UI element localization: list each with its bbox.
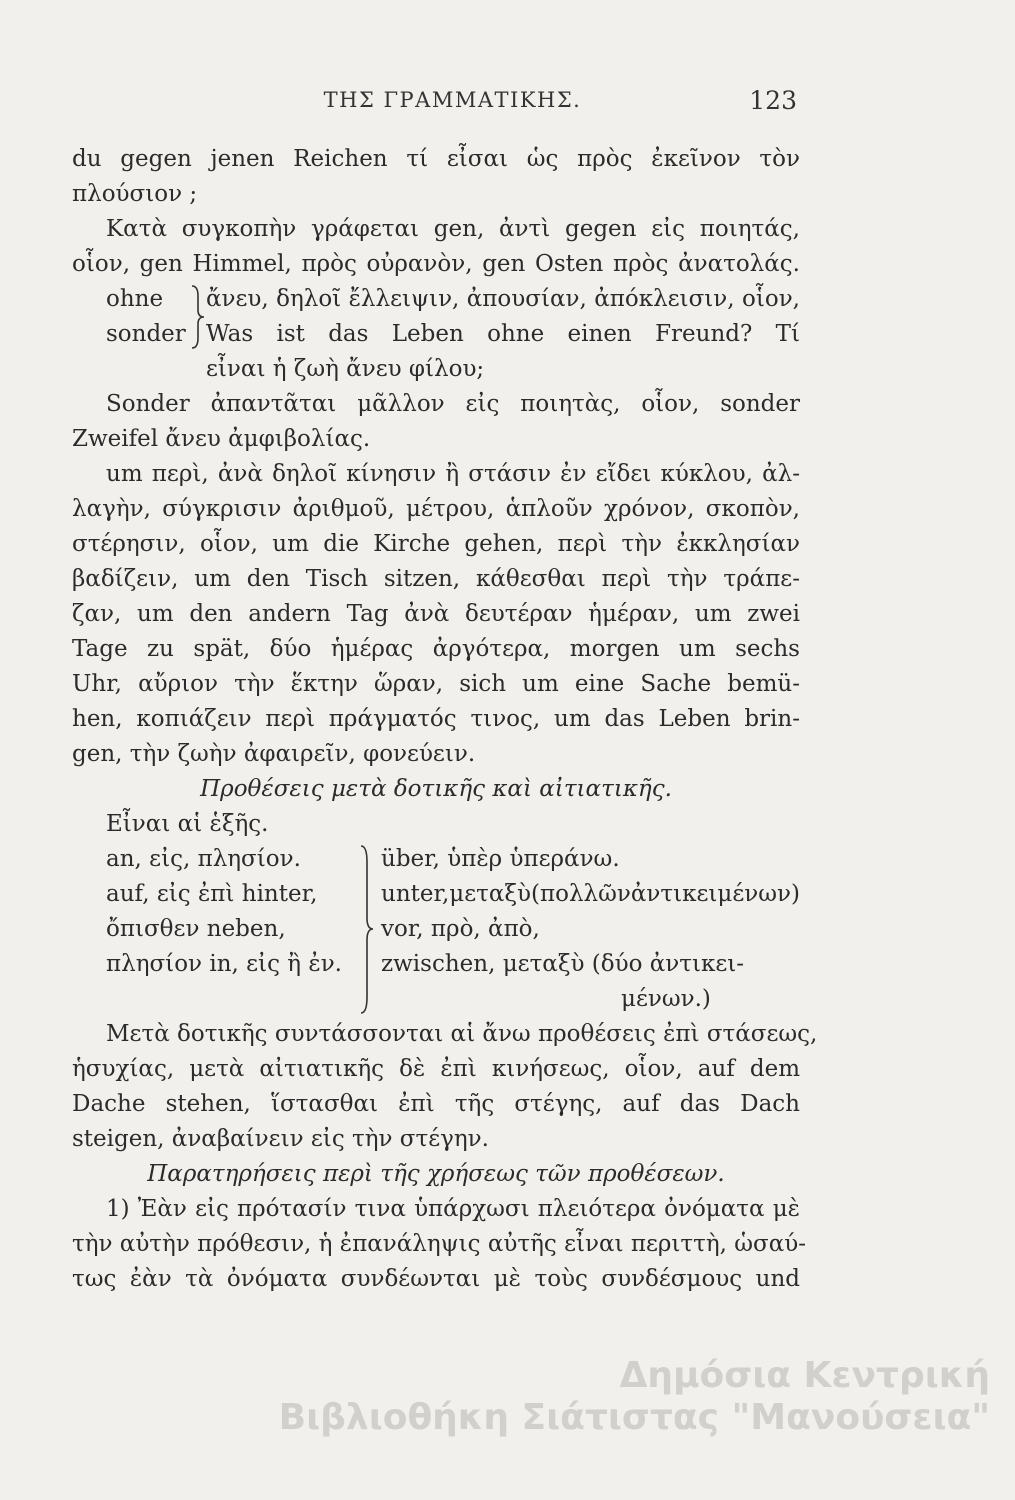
ohne-sonder-block	[106, 282, 800, 387]
section-heading: Παρατηρήσεις περὶ τῆς χρήσεως τῶν προθέσεων.	[147, 1161, 725, 1187]
text-line: ἄνευ, δηλοῖ ἔλλειψιν, ἀπουσίαν, ἀπόκλεισιν, οἷον,	[206, 286, 800, 312]
text-line: gen, τὴν ζωὴν ἀφαιρεῖν, φονεύειν.	[72, 741, 476, 767]
text-line: ζαν, um den andern Tag ἀνὰ δευτέραν ἡμέραν, um zwei	[72, 601, 800, 627]
text-line: Uhr, αὔριον τὴν ἕκτην ὥραν, sich um eine Sache bemü-	[72, 671, 800, 697]
section-heading: Προθέσεις μετὰ δοτικῆς καὶ αἰτιατικῆς.	[200, 776, 672, 802]
text-line: Dache stehen, ἵστασθαι ἐπὶ τῆς στέγης, auf das Dach	[72, 1091, 800, 1117]
preposition-entry: auf, εἰς ἐπὶ	[106, 881, 235, 907]
text-line: εἶναι ἡ ζωὴ ἄνευ φίλου;	[206, 356, 485, 382]
page-number: 123	[749, 86, 797, 115]
text-line: Zweifel ἄνευ ἀμφιβολίας.	[72, 426, 371, 452]
brace-icon	[182, 282, 206, 352]
text-line: du gegen jenen Reichen τί εἶσαι ὡς πρὸς ἐκεῖνον τὸν	[72, 146, 800, 172]
text-line: τὴν αὐτὴν πρόθεσιν, ἡ ἐπανάληψις αὐτῆς εἶναι περιττὴ, ὡσαύ-	[72, 1231, 807, 1257]
running-head: ΤΗΣ ΓΡΑΜΜΑΤΙΚΗΣ.	[323, 88, 582, 112]
text-line: πλούσιον ;	[72, 181, 198, 207]
preposition-entry: zwischen, μεταξὺ (δύο ἀντικει-	[381, 951, 745, 977]
term-sonder: sonder	[106, 321, 186, 347]
page-body	[72, 142, 818, 1297]
text-line: Μετὰ δοτικῆς συντάσσονται αἱ ἄνω προθέσεις ἐπὶ στάσεως,	[106, 1021, 818, 1047]
preposition-right-column	[381, 842, 800, 1017]
text-line: τως ἐὰν τὰ ὀνόματα συνδέωνται μὲ τοὺς συνδέσμους und	[72, 1266, 800, 1292]
watermark-line: Δημόσια Κεντρική	[619, 1355, 990, 1396]
preposition-entry: über, ὑπὲρ ὑπεράνω.	[381, 846, 620, 872]
text-line: στέρησιν, οἷον, um die Kirche gehen, περὶ τὴν ἐκκλησίαν	[72, 531, 800, 557]
text-line: οἷον, gen Himmel, πρὸς οὐρανὸν, gen Osten πρὸς ἀνατολάς.	[72, 251, 800, 277]
text-line: Εἶναι αἱ ἑξῆς.	[106, 811, 269, 837]
text-line: steigen, ἀναβαίνειν εἰς τὴν στέγην.	[72, 1126, 489, 1152]
text-line: Was ist das Leben ohne einen Freund? Τί	[206, 321, 800, 347]
preposition-entry: neben, πλησίον	[106, 916, 286, 977]
brace-icon	[351, 842, 381, 1017]
preposition-table	[106, 842, 800, 1017]
preposition-entry: vor, πρὸ, ἀπὸ,	[381, 916, 540, 942]
text-line: um περὶ, ἀνὰ δηλοῖ κίνησιν ἢ στάσιν ἐν εἴδει κύκλου, ἀλ-	[106, 461, 800, 487]
library-watermark	[200, 1355, 990, 1439]
text-line: ἡσυχίας, μετὰ αἰτιατικῆς δὲ ἐπὶ κινήσεως, οἷον, auf dem	[72, 1056, 800, 1082]
text-line: hen, κοπιάζειν περὶ πράγματός τινος, um das Leben brin-	[72, 706, 800, 732]
preposition-entry: unter,μεταξὺ(πολλῶνἀντικειμένων)	[381, 881, 800, 907]
page-header	[108, 88, 797, 128]
preposition-entry: μένων.)	[621, 986, 711, 1012]
preposition-entry: hinter, ὄπισθεν	[106, 881, 318, 942]
text-line: Κατὰ συγκοπὴν γράφεται gen, ἀντὶ gegen εἰς ποιητάς,	[106, 216, 800, 242]
text-line: Tage zu spät, δύο ἡμέρας ἀργότερα, morgen um sechs	[72, 636, 800, 662]
preposition-left-column	[106, 842, 351, 1017]
text-line: Sonder ἀπαντᾶται μᾶλλον εἰς ποιητὰς, οἷον, sonder	[106, 391, 800, 417]
term-ohne: ohne	[106, 286, 164, 312]
text-line: βαδίζειν, um den Tisch sitzen, κάθεσθαι περὶ τὴν τράπε-	[72, 566, 800, 592]
watermark-line: Βιβλιοθήκη Σιάτιστας "Μανούσεια"	[278, 1397, 990, 1438]
text-line: 1) Ἐὰν εἰς πρότασίν τινα ὑπάρχωσι πλειότερα ὀνόματα μὲ	[106, 1196, 800, 1222]
preposition-entry: in, εἰς ἢ ἐν.	[209, 951, 342, 977]
text-line: λαγὴν, σύγκρισιν ἀριθμοῦ, μέτρου, ἁπλοῦν χρόνον, σκοπὸν,	[72, 496, 800, 522]
preposition-entry: an, εἰς, πλησίον.	[106, 846, 301, 872]
